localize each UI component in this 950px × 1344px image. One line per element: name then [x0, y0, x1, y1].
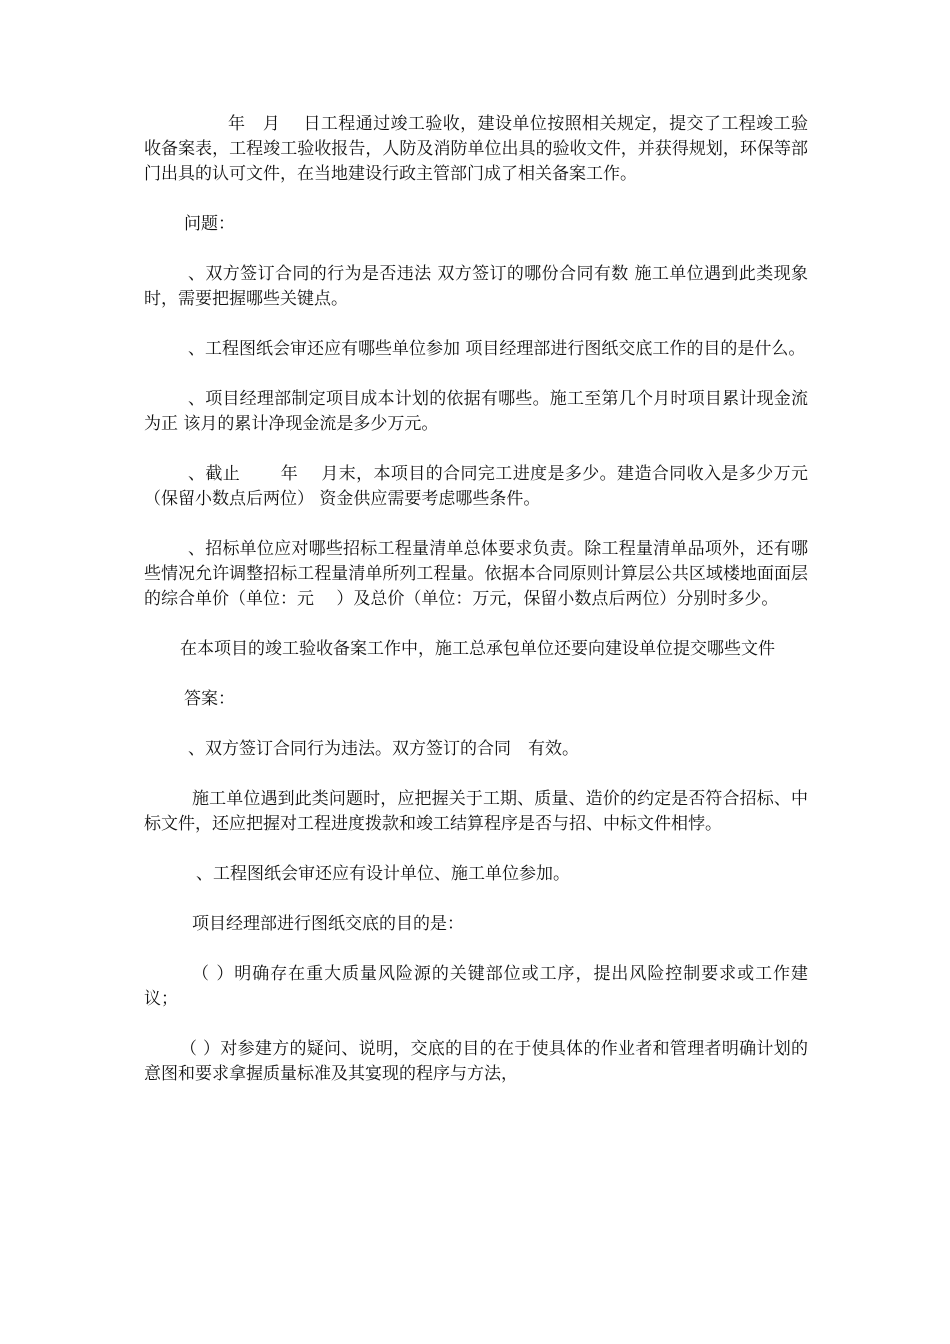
- document-body: [144, 112, 808, 1112]
- answer-1-detail: 施工单位遇到此类问题时，应把握关于工期、质量、造价的约定是否符合招标、中标文件，还应把握对工程进度拨款和竣工结算程序是否与招、中标文件相悖。: [144, 789, 808, 834]
- question-4: 、截止 年 月末，本项目的合同完工进度是多少。建造合同收入是多少万元（保留小数点后两位） 资金供应需要考虑哪些条件。: [144, 464, 808, 509]
- answer-1: 、双方签订合同行为违法。双方签订的合同 有效。: [188, 739, 579, 759]
- answers-heading: 答案：: [184, 689, 235, 709]
- question-2: 、工程图纸会审还应有哪些单位参加 项目经理部进行图纸交底工作的目的是什么。: [188, 339, 806, 359]
- answer-2-item-1: （ ）明确存在重大质量风险源的关键部位或工序，提出风险控制要求或工作建议；: [144, 964, 808, 1009]
- question-3: 、项目经理部制定项目成本计划的依据有哪些。施工至第几个月时项目累计现金流为正 该月的累计净现金流是多少万元。: [144, 389, 808, 434]
- answer-2-purpose-heading: 项目经理部进行图纸交底的目的是：: [192, 914, 464, 934]
- paragraph-acceptance-intro: 年 月 日工程通过竣工验收，建设单位按照相关规定，提交了工程竣工验收备案表，工程竣工验收报告，人防及消防单位出具的验收文件，并获得规划，环保等部门出具的认可文件，在当地建设行政主管部门成了相关备案工作。: [144, 114, 808, 184]
- answer-2-item-2: （ ）对参建方的疑问、说明，交底的目的在于使具体的作业者和管理者明确计划的意图和要求拿握质量标准及其宴现的程序与方法，: [144, 1039, 808, 1084]
- questions-heading: 问题：: [184, 214, 235, 234]
- question-6: 在本项目的竣工验收备案工作中，施工总承包单位还要向建设单位提交哪些文件: [180, 639, 775, 659]
- question-1: 、双方签订合同的行为是否违法 双方签订的哪份合同有数 施工单位遇到此类现象时，需要把握哪些关键点。: [144, 264, 808, 309]
- answer-2: 、工程图纸会审还应有设计单位、施工单位参加。: [196, 864, 570, 884]
- question-5: 、招标单位应对哪些招标工程量清单总体要求负责。除工程量清单品项外，还有哪些情况允许调整招标工程量清单所列工程量。依据本合同原则计算层公共区域楼地面面层的综合单价（单位：元 ）及总价（单位：万元，保留小数点后两位）分别时多少。: [144, 539, 808, 609]
